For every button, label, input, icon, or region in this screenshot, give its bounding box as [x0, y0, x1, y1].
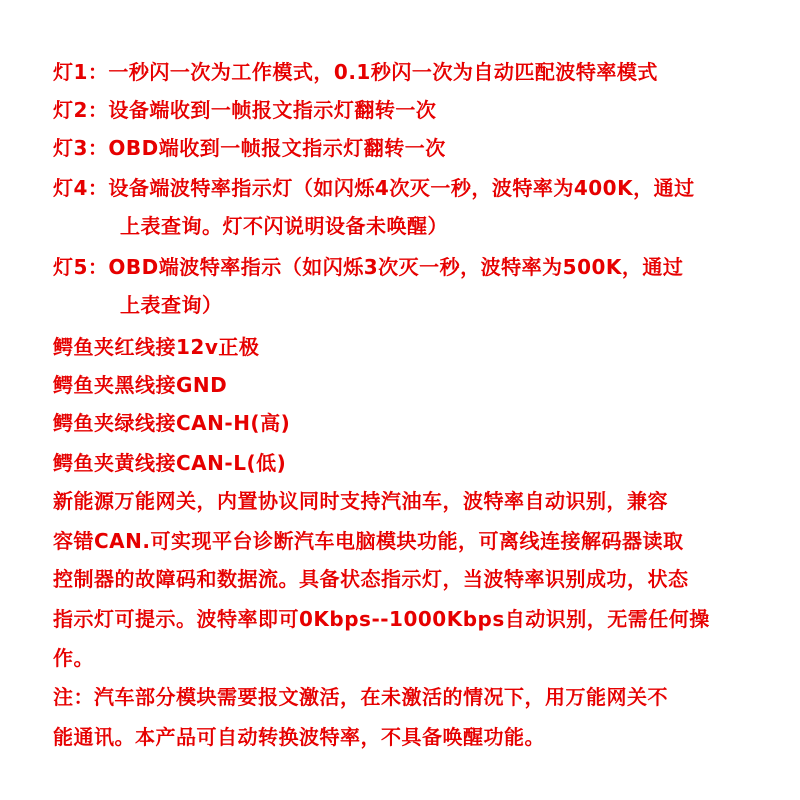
- black-clip-wiring: 鳄鱼夹黑线接GND: [53, 373, 228, 397]
- light-5-description-continued: 上表查询）: [120, 293, 223, 317]
- light-1-description: 灯1：一秒闪一次为工作模式，0.1秒闪一次为自动匹配波特率模式: [53, 60, 658, 84]
- product-description-line-3: 控制器的故障码和数据流。具备状态指示灯，当波特率识别成功，状态: [53, 567, 689, 591]
- product-description-line-4: 指示灯可提示。波特率即可0Kbps--1000Kbps自动识别，无需任何操: [53, 607, 710, 631]
- yellow-clip-wiring: 鳄鱼夹黄线接CAN-L(低): [53, 451, 287, 475]
- product-description-line-2: 容错CAN.可实现平台诊断汽车电脑模块功能，可离线连接解码器读取: [53, 529, 684, 553]
- green-clip-wiring: 鳄鱼夹绿线接CAN-H(高): [53, 411, 291, 435]
- light-3-description: 灯3：OBD端收到一帧报文指示灯翻转一次: [53, 136, 446, 160]
- light-4-description: 灯4：设备端波特率指示灯（如闪烁4次灭一秒，波特率为400K，通过: [53, 176, 695, 200]
- note-line-1: 注：汽车部分模块需要报文激活，在未激活的情况下，用万能网关不: [53, 685, 668, 709]
- light-5-description: 灯5：OBD端波特率指示（如闪烁3次灭一秒，波特率为500K，通过: [53, 255, 684, 279]
- red-clip-wiring: 鳄鱼夹红线接12v正极: [53, 335, 260, 359]
- product-description-line-5: 作。: [53, 646, 94, 670]
- product-description-line-1: 新能源万能网关，内置协议同时支持汽油车，波特率自动识别，兼容: [53, 489, 668, 513]
- light-4-description-continued: 上表查询。灯不闪说明设备未唤醒）: [120, 214, 448, 238]
- note-line-2: 能通讯。本产品可自动转换波特率，不具备唤醒功能。: [53, 725, 545, 749]
- light-2-description: 灯2：设备端收到一帧报文指示灯翻转一次: [53, 98, 437, 122]
